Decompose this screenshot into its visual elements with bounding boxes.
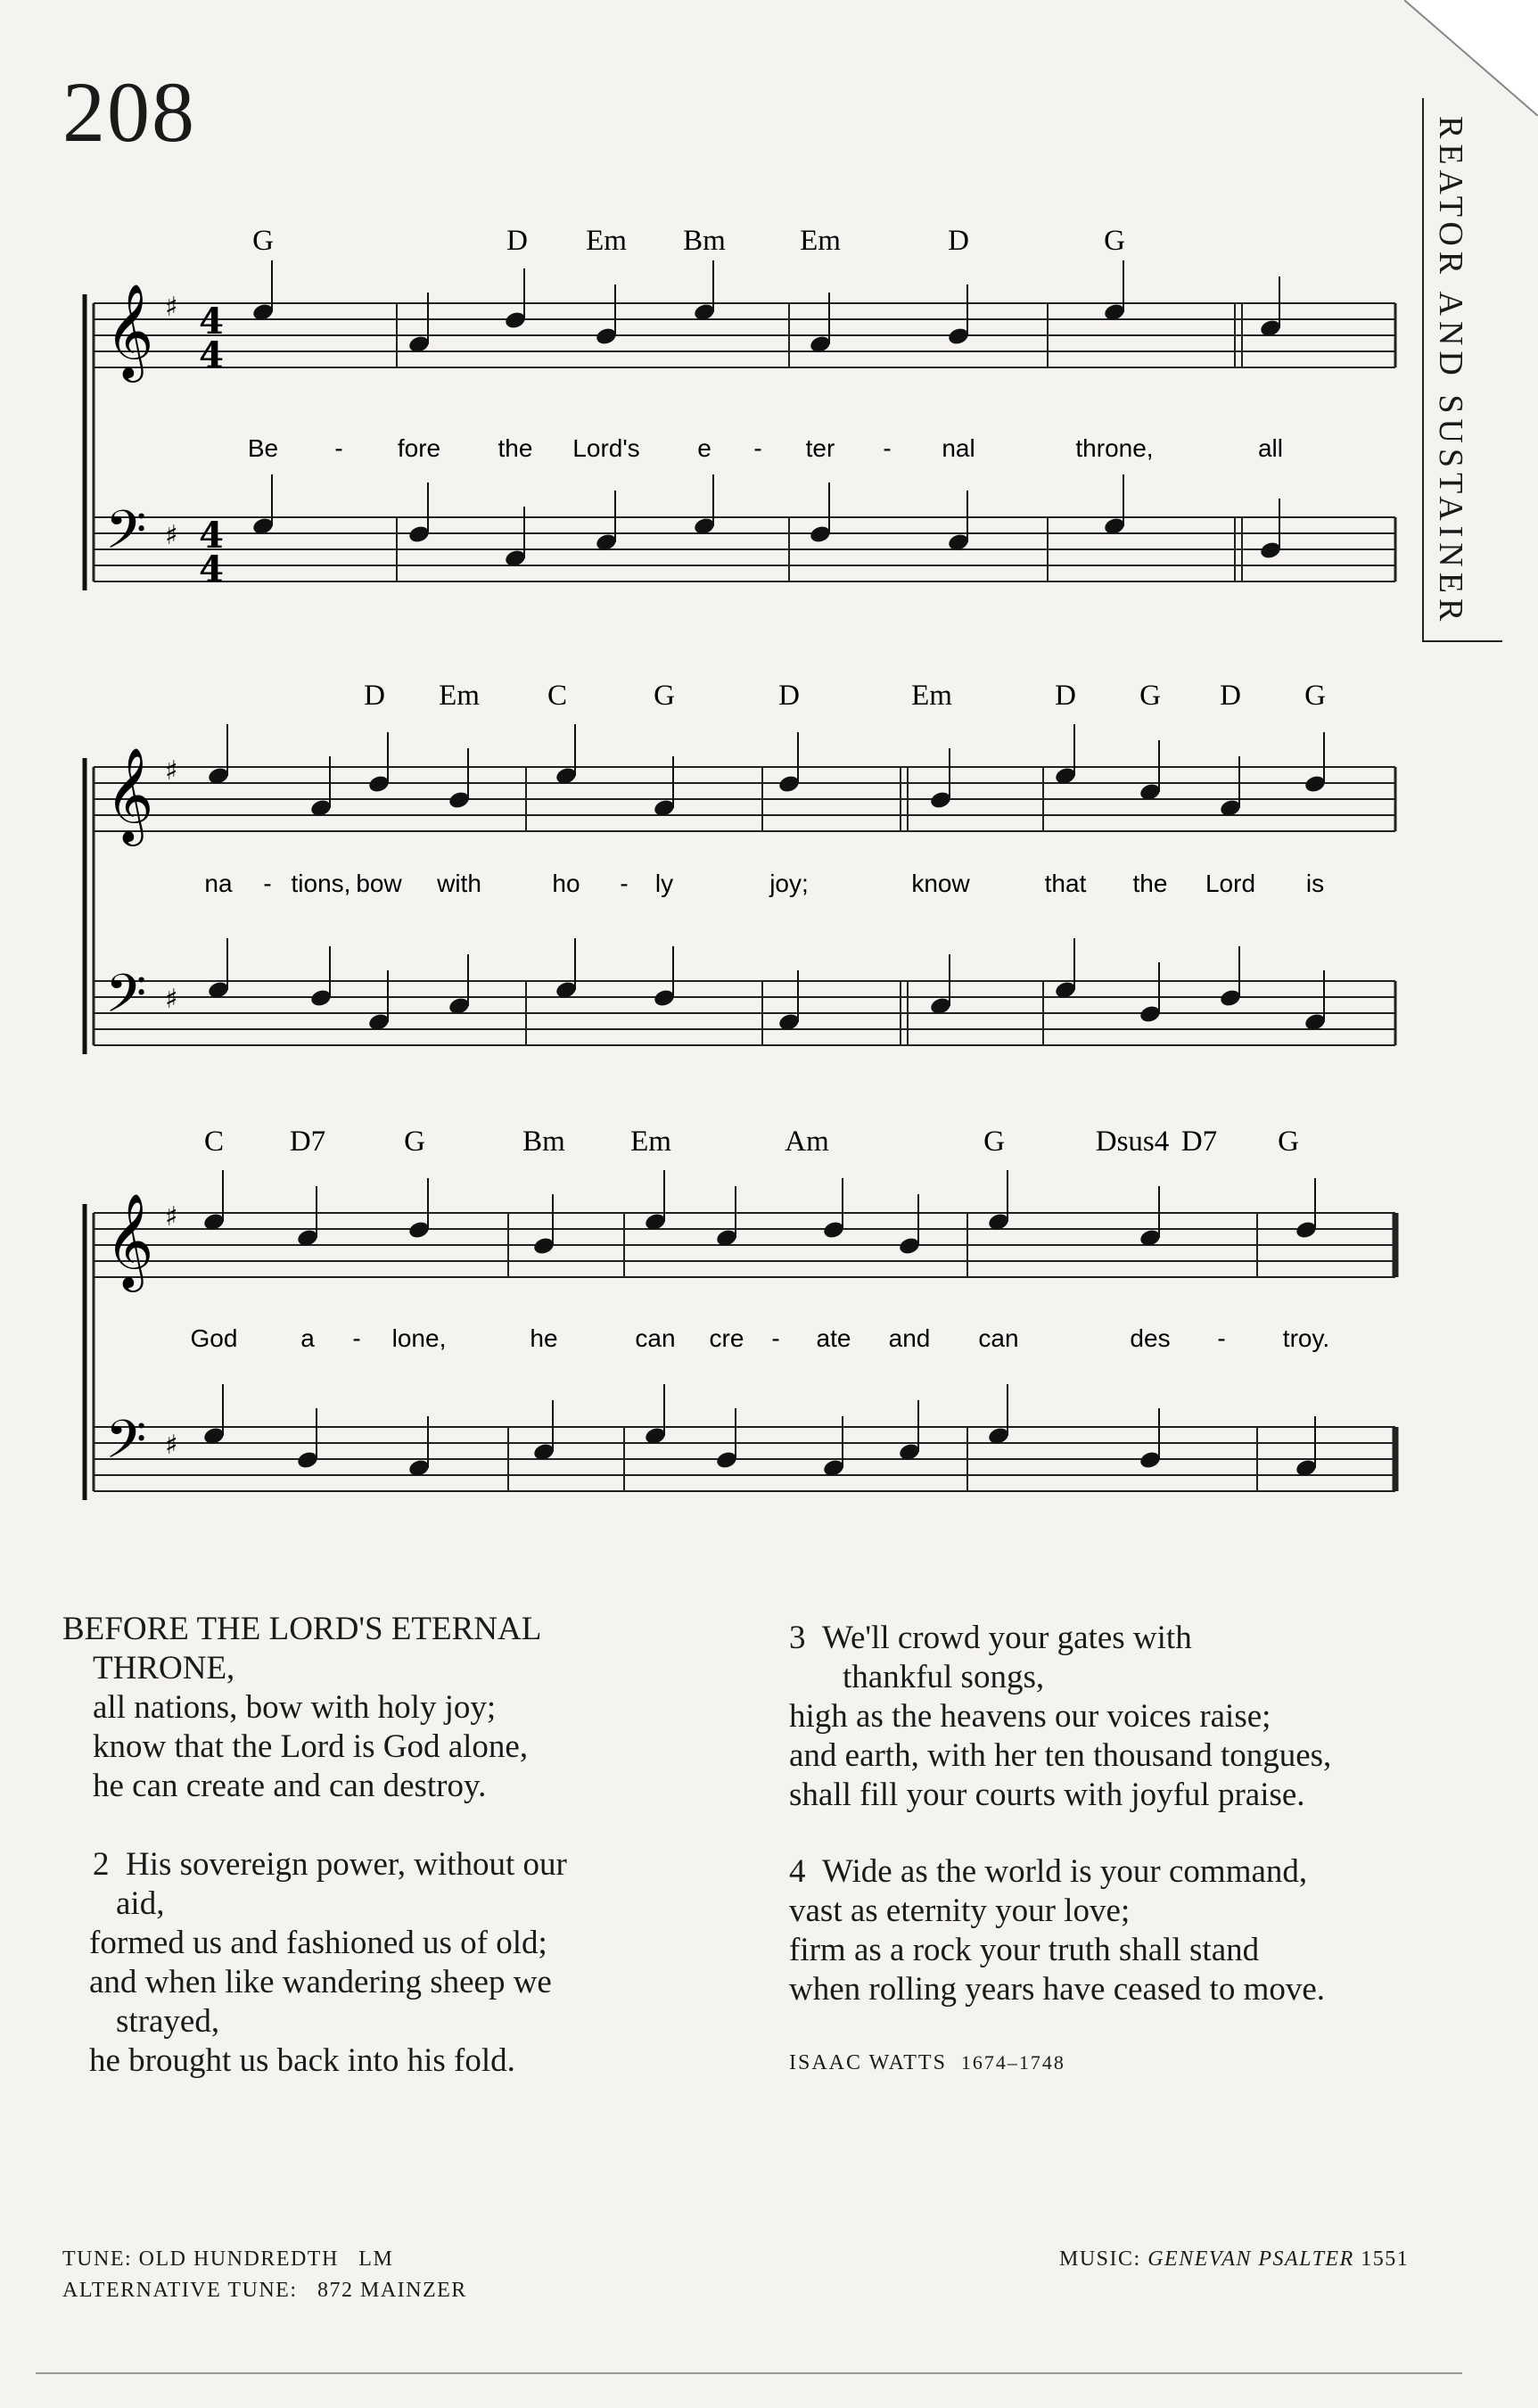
alt-tune-value: 872 MAINZER bbox=[317, 2279, 467, 2302]
lyric-syllable: a bbox=[300, 1324, 315, 1352]
key-signature-sharp: ♯ bbox=[165, 984, 178, 1015]
chord-symbol: Dsus4 bbox=[1095, 1126, 1170, 1158]
verse-3 bbox=[789, 1619, 1431, 1815]
author-dates: 1674–1748 bbox=[960, 2051, 1065, 2074]
lyric-syllable: ly bbox=[654, 870, 674, 897]
bass-clef: 𝄢 bbox=[105, 962, 147, 1037]
tune-name: TUNE: OLD HUNDREDTH LM bbox=[62, 2247, 394, 2271]
lyric-syllable: - bbox=[334, 434, 343, 462]
bass-clef: 𝄢 bbox=[105, 1408, 147, 1483]
verse-line: shall fill your courts with joyful praise. bbox=[789, 1777, 1305, 1813]
verse-4 bbox=[789, 1852, 1431, 2009]
lyric-syllable: - bbox=[771, 1324, 780, 1352]
lyric-syllable: - bbox=[883, 434, 892, 462]
chord-symbol: D bbox=[364, 680, 385, 712]
chord-symbol: G bbox=[1278, 1126, 1299, 1158]
lyric-syllable: know bbox=[911, 870, 970, 897]
chord-symbol: Em bbox=[630, 1126, 671, 1158]
chord-symbol: C bbox=[203, 1126, 225, 1158]
chord-symbol: D bbox=[778, 680, 800, 712]
chord-symbol: D7 bbox=[1180, 1126, 1218, 1158]
verses-left bbox=[62, 1610, 740, 2115]
verse-line: aid, bbox=[116, 1885, 165, 1922]
lyric-syllable: nal bbox=[942, 434, 975, 462]
author-name: ISAAC WATTS bbox=[789, 2051, 947, 2074]
verse-line: he brought us back into his fold. bbox=[89, 2042, 515, 2079]
lyric-syllable: and bbox=[888, 1324, 931, 1352]
bottom-rule bbox=[36, 2372, 1462, 2374]
lyric-syllable: - bbox=[263, 870, 272, 897]
verse-line: formed us and fashioned us of old; bbox=[89, 1925, 547, 1961]
lyric-syllable: the bbox=[1132, 870, 1168, 897]
lyric-syllable: Be bbox=[247, 434, 279, 462]
lyric-syllable: he bbox=[530, 1324, 558, 1352]
lyric-syllable: troy. bbox=[1282, 1324, 1330, 1352]
chord-symbol: C bbox=[547, 680, 568, 712]
lyric-syllable: tions, bbox=[291, 870, 351, 897]
chord-symbol: D bbox=[1220, 680, 1241, 712]
verse-line: BEFORE THE LORD'S ETERNAL bbox=[62, 1611, 542, 1647]
chord-symbol: G bbox=[983, 1126, 1005, 1158]
alt-tune bbox=[62, 2279, 467, 2303]
lyric-syllable: cre bbox=[709, 1324, 744, 1352]
verse-line: and earth, with her ten thousand tongues, bbox=[789, 1737, 1332, 1774]
lyric-syllable: na bbox=[204, 870, 233, 897]
lyric-syllable: that bbox=[1044, 870, 1087, 897]
verse-line: vast as eternity your love; bbox=[789, 1893, 1131, 1929]
alt-tune-label: ALTERNATIVE TUNE: bbox=[62, 2279, 298, 2302]
key-signature-sharp: ♯ bbox=[165, 1430, 178, 1461]
music-label: MUSIC: bbox=[1059, 2247, 1141, 2271]
verse-line-text: Wide as the world is your command, bbox=[822, 1853, 1308, 1890]
verse-line: and when like wandering sheep we bbox=[89, 1964, 552, 2000]
verse-line bbox=[62, 1845, 740, 1884]
chord-symbol: Am bbox=[785, 1126, 829, 1158]
lyric-syllable: ter bbox=[805, 434, 835, 462]
lyric-syllable: lone, bbox=[391, 1324, 447, 1352]
verse-line: high as the heavens our voices raise; bbox=[789, 1698, 1271, 1735]
lyric-syllable: - bbox=[1217, 1324, 1226, 1352]
treble-clef: 𝄞 bbox=[105, 746, 154, 842]
lyric-syllable: bow bbox=[356, 870, 402, 897]
treble-clef: 𝄞 bbox=[105, 1192, 154, 1288]
lyric-syllable: des bbox=[1130, 1324, 1171, 1352]
lyric-syllable: ate bbox=[816, 1324, 851, 1352]
lyric-syllable: God bbox=[190, 1324, 238, 1352]
chord-symbol: D bbox=[506, 225, 528, 257]
verse-line: firm as a rock your truth shall stand bbox=[789, 1932, 1260, 1968]
footer-music bbox=[1059, 2247, 1409, 2272]
footer-tune bbox=[62, 2247, 467, 2303]
lyric-syllable: Lord's bbox=[572, 434, 640, 462]
verse-2 bbox=[62, 1845, 740, 2081]
verse-line: THRONE, bbox=[93, 1650, 235, 1686]
lyric-syllable: - bbox=[352, 1324, 361, 1352]
lyric-syllable: fore bbox=[397, 434, 441, 462]
chord-symbol: G bbox=[1139, 680, 1161, 712]
lyric-syllable: joy; bbox=[769, 870, 809, 897]
verse-line: strayed, bbox=[116, 2003, 220, 2040]
verse-line: thankful songs, bbox=[843, 1659, 1045, 1695]
chord-symbol: Em bbox=[439, 680, 480, 712]
time-signature-bottom: 4 bbox=[199, 334, 224, 376]
verses-right bbox=[789, 1619, 1431, 2082]
lyric-syllable: - bbox=[753, 434, 762, 462]
hymn-number: 208 bbox=[62, 64, 196, 160]
verse-line bbox=[789, 1852, 1431, 1892]
lyric-syllable: is bbox=[1305, 870, 1325, 897]
lyric-syllable: the bbox=[498, 434, 533, 462]
verse-line: he can create and can destroy. bbox=[93, 1768, 487, 1804]
chord-symbol: Bm bbox=[522, 1126, 565, 1158]
lyric-syllable: with bbox=[437, 870, 481, 897]
lyric-syllable: can bbox=[978, 1324, 1019, 1352]
verse-line: know that the Lord is God alone, bbox=[93, 1728, 529, 1765]
chord-symbol: G bbox=[654, 680, 675, 712]
music-source: GENEVAN PSALTER bbox=[1147, 2247, 1354, 2271]
time-signature-bottom: 4 bbox=[199, 548, 224, 590]
time-signature-top: 4 bbox=[199, 301, 224, 342]
treble-clef: 𝄞 bbox=[105, 283, 154, 378]
chord-symbol: D bbox=[1055, 680, 1076, 712]
key-signature-sharp: ♯ bbox=[165, 1201, 178, 1233]
verse-line: all nations, bow with holy joy; bbox=[93, 1689, 497, 1726]
lyric-syllable: - bbox=[620, 870, 629, 897]
lyric-syllable: all bbox=[1257, 434, 1284, 462]
verse-line: when rolling years have ceased to move. bbox=[789, 1971, 1326, 2008]
verse-line-text: His sovereign power, without our bbox=[126, 1846, 567, 1883]
chord-symbol: G bbox=[1104, 225, 1125, 257]
verse-number: 4 bbox=[789, 1853, 806, 1890]
lyric-syllable: Lord bbox=[1205, 870, 1256, 897]
key-signature-sharp: ♯ bbox=[165, 292, 178, 323]
bass-clef: 𝄢 bbox=[105, 499, 147, 573]
verse-1 bbox=[62, 1610, 740, 1806]
chord-symbol: Em bbox=[800, 225, 841, 257]
lyric-syllable: throne, bbox=[1075, 434, 1154, 462]
chord-symbol: Em bbox=[586, 225, 627, 257]
chord-symbol: Bm bbox=[683, 225, 726, 257]
verse-line bbox=[789, 1619, 1431, 1658]
chord-symbol: G bbox=[404, 1126, 425, 1158]
music-year: 1551 bbox=[1361, 2247, 1410, 2271]
chord-symbol: D bbox=[948, 225, 969, 257]
lyric-syllable: can bbox=[635, 1324, 676, 1352]
verse-line-text: We'll crowd your gates with bbox=[822, 1620, 1192, 1656]
lyric-syllable: e bbox=[697, 434, 711, 462]
lyric-syllable: ho bbox=[552, 870, 580, 897]
verse-number: 2 bbox=[93, 1846, 110, 1883]
chord-symbol: D7 bbox=[289, 1126, 326, 1158]
chord-symbol: Em bbox=[911, 680, 952, 712]
section-tab-label: REATOR AND SUSTAINER bbox=[1432, 116, 1469, 627]
verse-number: 3 bbox=[789, 1620, 806, 1656]
time-signature-top: 4 bbox=[199, 515, 224, 557]
chord-symbol: G bbox=[1304, 680, 1326, 712]
key-signature-sharp: ♯ bbox=[165, 755, 178, 787]
key-signature-sharp: ♯ bbox=[165, 520, 178, 551]
chord-symbol: G bbox=[252, 225, 274, 257]
author-credit bbox=[789, 2043, 1431, 2082]
